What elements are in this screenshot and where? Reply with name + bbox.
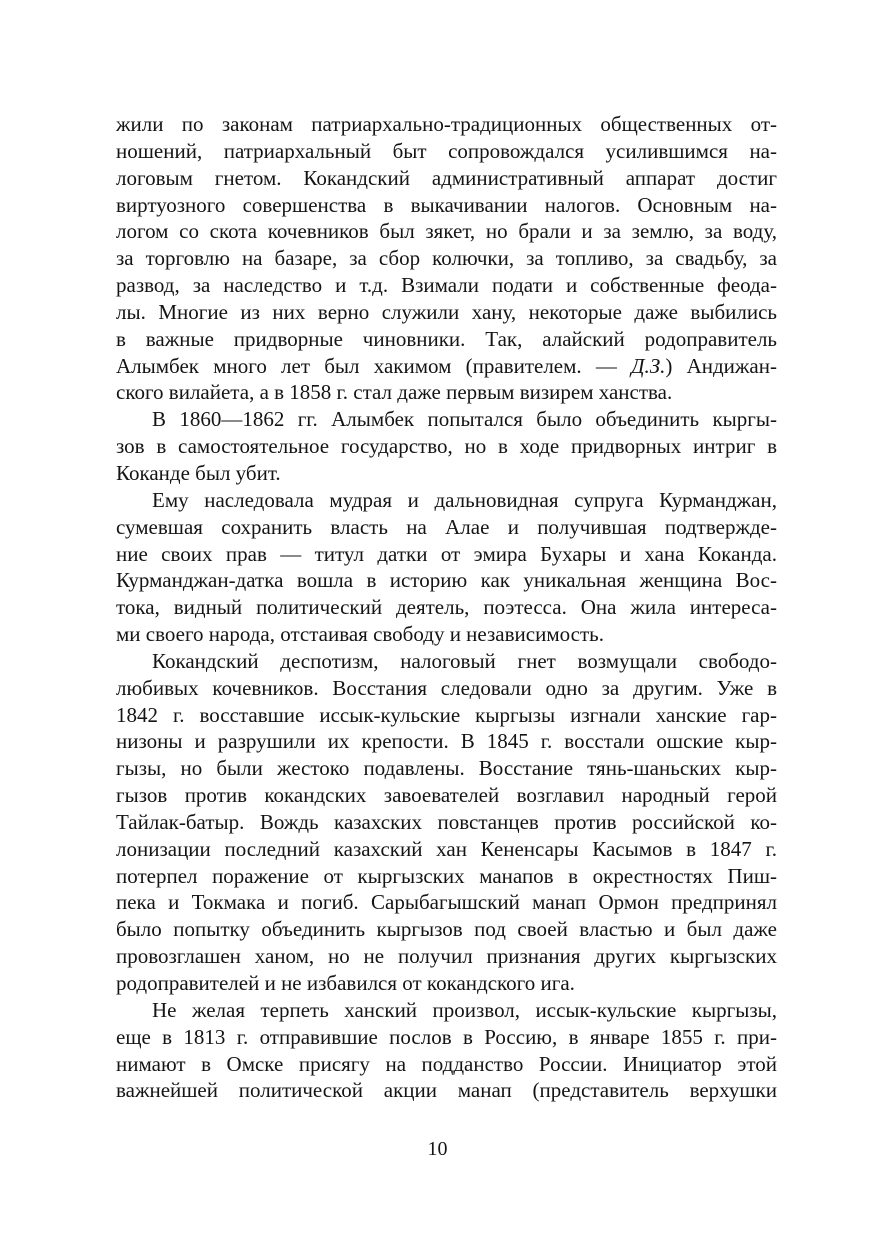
text-line: еще в 1813 г. отправившие послов в Россию, в январе 1855 г. при-: [116, 1024, 777, 1049]
text-line: лы. Многие из них верно служили хану, некоторые даже выбились: [116, 299, 777, 324]
paragraph-2: [116, 406, 777, 487]
text-line: любивых кочевников. Восстания следовали одно за другим. Уже в: [116, 675, 777, 700]
text-line: тока, видный политический деятель, поэтесса. Она жила интереса-: [116, 595, 777, 620]
text-line: 1842 г. восставшие иссык-кульские кыргызы изгнали ханские гар-: [116, 702, 777, 727]
text-line: лонизации последний казахский хан Кененсары Касымов в 1847 г.: [116, 836, 777, 861]
paragraph-4: [116, 648, 777, 997]
text-line: зов в самостоятельное государство, но в ходе придворных интриг в: [116, 434, 777, 459]
text-line: развод, за наследство и т.д. Взимали подати и собственные феода-: [116, 273, 777, 298]
text-line: Тайлак-батыр. Вождь казахских повстанцев против российской ко-: [116, 809, 777, 834]
author-initials: Д.З.: [631, 353, 666, 378]
text-line: Курманджан-датка вошла в историю как уникальная женщина Вос-: [116, 568, 777, 593]
text-line: низоны и разрушили их крепости. В 1845 г. восстали ошские кыр-: [116, 729, 777, 754]
paragraph-5: [116, 997, 777, 1104]
text-line: Кокандский деспотизм, налоговый гнет возмущали свободо-: [152, 648, 777, 673]
text-line: ношений, патриархальный быт сопровождался усилившимся на-: [116, 138, 777, 163]
text-line: нимают в Омске присягу на подданство России. Инициатор этой: [116, 1051, 777, 1076]
paragraph-3: [116, 487, 777, 648]
text-line: гызов против кокандских завоевателей возглавил народный герой: [116, 783, 777, 808]
text-span: ) Андижан-: [665, 353, 777, 378]
body-text: [116, 111, 777, 1104]
text-line: Ему наследовала мудрая и дальновидная супруга Курманджан,: [152, 487, 777, 512]
text-line-with-italic: [116, 353, 777, 380]
text-line: ского вилайета, а в 1858 г. стал даже первым визирем ханства.: [116, 380, 673, 405]
text-line: логовым гнетом. Кокандский административный аппарат достиг: [116, 165, 777, 190]
text-line: ми своего народа, отстаивая свободу и независимость.: [116, 622, 604, 647]
paragraph-1: [116, 111, 777, 406]
text-line: в важные придворные чиновники. Так, алайский родоправитель: [116, 326, 777, 351]
text-line: родоправителей и не избавился от кокандского ига.: [116, 971, 575, 995]
text-line: гызы, но были жестоко подавлены. Восстание тянь-шаньских кыр-: [116, 756, 777, 781]
text-line: Коканде был убит.: [116, 460, 281, 485]
text-span: Алымбек много лет был хакимом (правителем. —: [116, 353, 632, 378]
text-line: пека и Токмака и погиб. Сарыбагышский манап Ормон предпринял: [116, 890, 777, 915]
text-line: было попытку объединить кыргызов под своей властью и был даже: [116, 917, 777, 942]
text-line: важнейшей политической акции манап (представитель верхушки: [116, 1078, 777, 1103]
page-number: 10: [427, 1138, 448, 1160]
text-line: за торговлю на базаре, за сбор колючки, за топливо, за свадьбу, за: [116, 246, 777, 271]
text-line: сумевшая сохранить власть на Алае и получившая подтвержде-: [116, 514, 777, 539]
text-line: виртуозного совершенства в выкачивании налогов. Основным на-: [116, 192, 777, 217]
text-line: провозглашен ханом, но не получил признания других кыргызских: [116, 944, 777, 969]
text-line: Не желая терпеть ханский произвол, иссык-кульские кыргызы,: [152, 997, 777, 1022]
text-line: В 1860—1862 гг. Алымбек попытался было объединить кыргы-: [152, 407, 777, 432]
text-line: ние своих прав — титул датки от эмира Бухары и хана Коканда.: [116, 541, 777, 566]
text-line: жили по законам патриархально-традиционных общественных от-: [116, 112, 777, 136]
text-line: логом со скота кочевников был зякет, но брали и за землю, за воду,: [116, 219, 777, 244]
text-line: потерпел поражение от кыргызских манапов в окрестностях Пиш-: [116, 863, 777, 888]
